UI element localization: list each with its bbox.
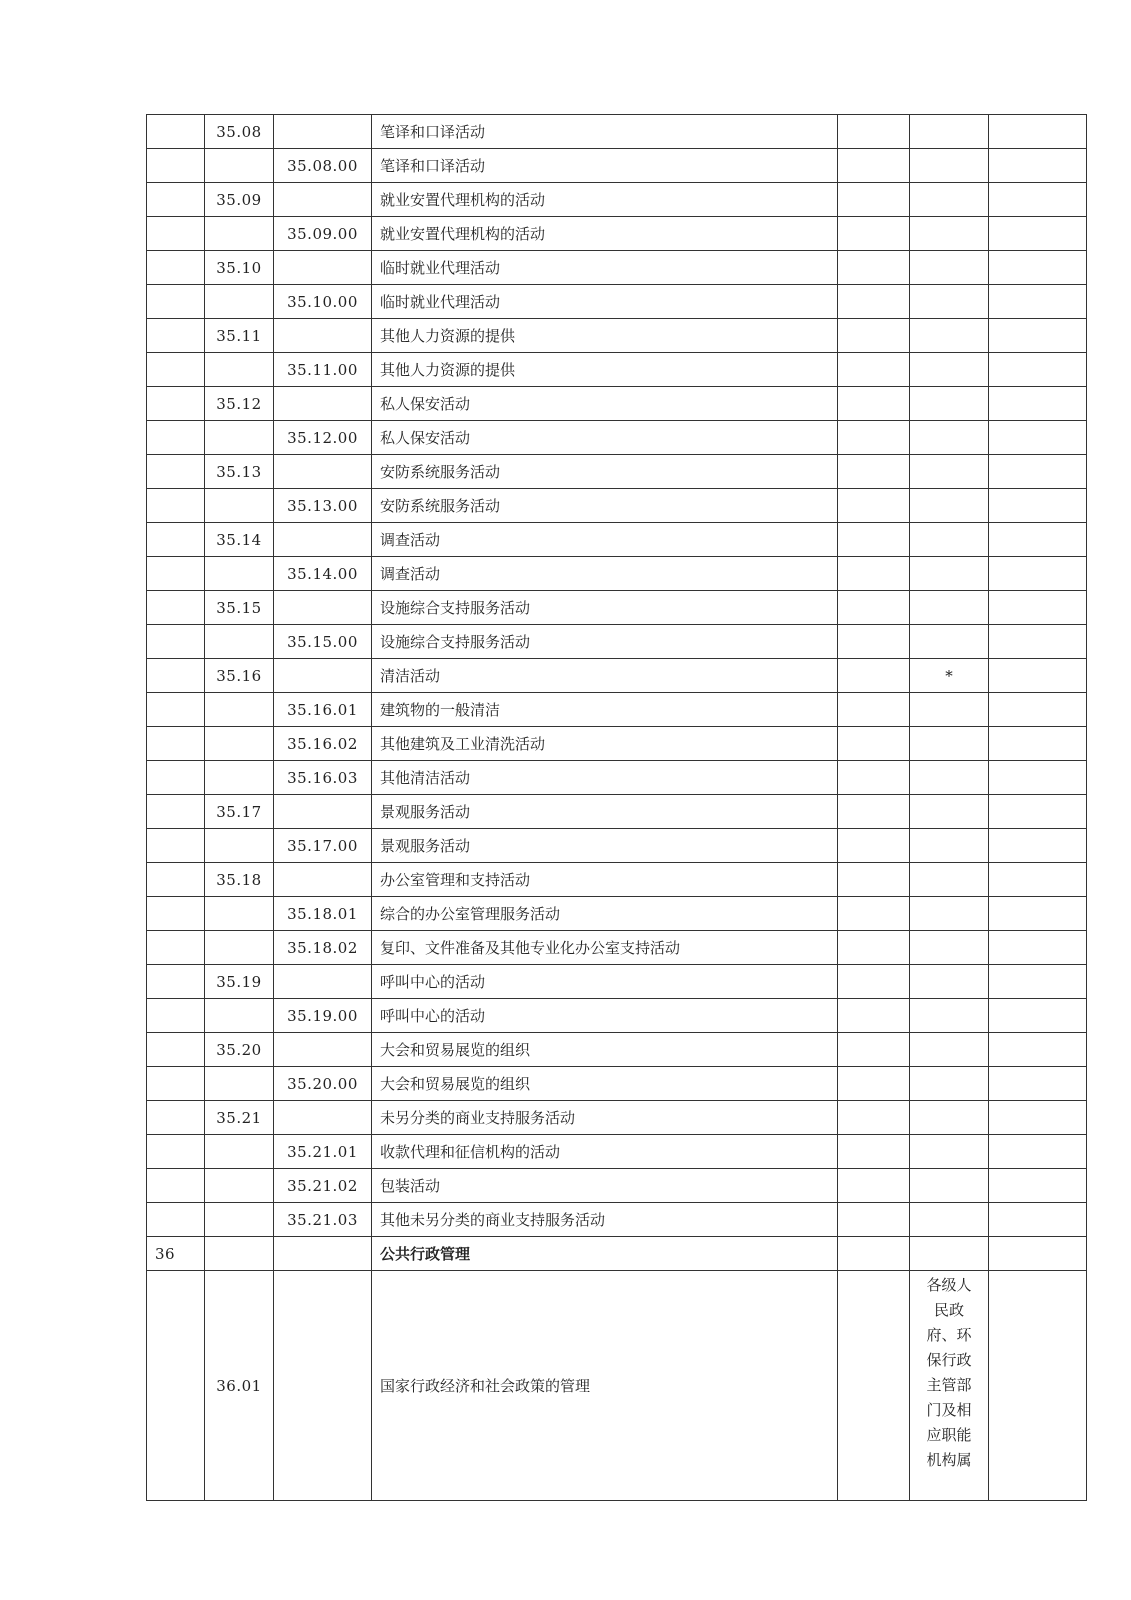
- group-code-cell: [205, 1135, 274, 1169]
- remarks-cell: [989, 387, 1087, 421]
- division-code-cell: [147, 591, 205, 625]
- blank-cell: [838, 523, 910, 557]
- class-code-cell: [274, 1033, 372, 1067]
- group-code-cell: [205, 421, 274, 455]
- authority-cell: [910, 1237, 989, 1271]
- division-code-cell: [147, 795, 205, 829]
- division-code-cell: [147, 1169, 205, 1203]
- class-code-cell: 35.16.01: [274, 693, 372, 727]
- table-row: [147, 897, 1087, 931]
- table-row: [147, 1101, 1087, 1135]
- group-code-cell: [205, 829, 274, 863]
- class-code-cell: 35.08.00: [274, 149, 372, 183]
- blank-cell: [838, 1237, 910, 1271]
- group-code-cell: 35.14: [205, 523, 274, 557]
- activity-name-cell: 未另分类的商业支持服务活动: [372, 1101, 838, 1135]
- division-code-cell: [147, 149, 205, 183]
- remarks-cell: [989, 1101, 1087, 1135]
- blank-cell: [838, 489, 910, 523]
- authority-cell: [910, 353, 989, 387]
- blank-cell: [838, 319, 910, 353]
- activity-name-cell: 安防系统服务活动: [372, 455, 838, 489]
- group-code-cell: [205, 1067, 274, 1101]
- division-code-cell: [147, 1067, 205, 1101]
- class-code-cell: [274, 965, 372, 999]
- remarks-cell: [989, 489, 1087, 523]
- group-code-cell: 35.09: [205, 183, 274, 217]
- activity-name-cell: 其他人力资源的提供: [372, 319, 838, 353]
- group-code-cell: [205, 897, 274, 931]
- blank-cell: [838, 1101, 910, 1135]
- class-code-cell: 35.18.02: [274, 931, 372, 965]
- table-row: [147, 1271, 1087, 1501]
- remarks-cell: [989, 421, 1087, 455]
- table-row: [147, 523, 1087, 557]
- class-code-cell: [274, 455, 372, 489]
- activity-name-cell: 安防系统服务活动: [372, 489, 838, 523]
- authority-cell: [910, 1169, 989, 1203]
- authority-cell: [910, 285, 989, 319]
- division-code-cell: [147, 761, 205, 795]
- authority-cell: 各级人民政府、环保行政主管部门及相应职能机构属: [910, 1271, 989, 1501]
- division-code-cell: [147, 285, 205, 319]
- blank-cell: [838, 863, 910, 897]
- table-row: [147, 387, 1087, 421]
- table-row: [147, 625, 1087, 659]
- class-code-cell: 35.15.00: [274, 625, 372, 659]
- table-row: [147, 183, 1087, 217]
- group-code-cell: 35.13: [205, 455, 274, 489]
- blank-cell: [838, 285, 910, 319]
- activity-name-cell: 设施综合支持服务活动: [372, 625, 838, 659]
- division-code-cell: [147, 931, 205, 965]
- table-row: [147, 1169, 1087, 1203]
- authority-cell: [910, 1033, 989, 1067]
- table-row: [147, 863, 1087, 897]
- class-code-cell: 35.17.00: [274, 829, 372, 863]
- table-row: [147, 931, 1087, 965]
- division-code-cell: [147, 455, 205, 489]
- blank-cell: [838, 387, 910, 421]
- class-code-cell: [274, 1271, 372, 1501]
- authority-cell: [910, 1203, 989, 1237]
- blank-cell: [838, 795, 910, 829]
- division-code-cell: [147, 999, 205, 1033]
- table-row: [147, 251, 1087, 285]
- class-code-cell: 35.20.00: [274, 1067, 372, 1101]
- table-row: [147, 1237, 1087, 1271]
- class-code-cell: [274, 115, 372, 149]
- remarks-cell: [989, 1271, 1087, 1501]
- blank-cell: [838, 1033, 910, 1067]
- group-code-cell: [205, 693, 274, 727]
- group-code-cell: [205, 1169, 274, 1203]
- activity-name-cell: 景观服务活动: [372, 829, 838, 863]
- class-code-cell: [274, 591, 372, 625]
- remarks-cell: [989, 319, 1087, 353]
- class-code-cell: [274, 319, 372, 353]
- division-code-cell: [147, 863, 205, 897]
- group-code-cell: [205, 149, 274, 183]
- table-row: [147, 319, 1087, 353]
- division-code-cell: [147, 693, 205, 727]
- blank-cell: [838, 1169, 910, 1203]
- class-code-cell: [274, 863, 372, 897]
- remarks-cell: [989, 693, 1087, 727]
- division-code-cell: [147, 727, 205, 761]
- class-code-cell: [274, 183, 372, 217]
- division-code-cell: [147, 1271, 205, 1501]
- group-code-cell: [205, 285, 274, 319]
- activity-name-cell: 大会和贸易展览的组织: [372, 1067, 838, 1101]
- class-code-cell: 35.12.00: [274, 421, 372, 455]
- group-code-cell: [205, 1237, 274, 1271]
- authority-cell: [910, 727, 989, 761]
- blank-cell: [838, 149, 910, 183]
- class-code-cell: 35.11.00: [274, 353, 372, 387]
- division-code-cell: [147, 829, 205, 863]
- division-code-cell: [147, 897, 205, 931]
- activity-name-cell: 公共行政管理: [372, 1237, 838, 1271]
- table-row: [147, 999, 1087, 1033]
- remarks-cell: [989, 251, 1087, 285]
- table-row: [147, 455, 1087, 489]
- authority-cell: [910, 319, 989, 353]
- remarks-cell: [989, 115, 1087, 149]
- group-code-cell: 36.01: [205, 1271, 274, 1501]
- authority-cell: [910, 523, 989, 557]
- group-code-cell: [205, 353, 274, 387]
- blank-cell: [838, 455, 910, 489]
- blank-cell: [838, 931, 910, 965]
- activity-name-cell: 私人保安活动: [372, 387, 838, 421]
- authority-cell: *: [910, 659, 989, 693]
- remarks-cell: [989, 931, 1087, 965]
- blank-cell: [838, 1067, 910, 1101]
- remarks-cell: [989, 183, 1087, 217]
- group-code-cell: 35.16: [205, 659, 274, 693]
- class-code-cell: 35.16.03: [274, 761, 372, 795]
- table-row: [147, 659, 1087, 693]
- class-code-cell: 35.21.02: [274, 1169, 372, 1203]
- remarks-cell: [989, 1033, 1087, 1067]
- remarks-cell: [989, 1237, 1087, 1271]
- classification-table: [146, 114, 1087, 1501]
- remarks-cell: [989, 625, 1087, 659]
- activity-name-cell: 大会和贸易展览的组织: [372, 1033, 838, 1067]
- group-code-cell: [205, 999, 274, 1033]
- group-code-cell: 35.15: [205, 591, 274, 625]
- remarks-cell: [989, 455, 1087, 489]
- class-code-cell: 35.21.03: [274, 1203, 372, 1237]
- class-code-cell: 35.18.01: [274, 897, 372, 931]
- activity-name-cell: 呼叫中心的活动: [372, 999, 838, 1033]
- blank-cell: [838, 421, 910, 455]
- division-code-cell: [147, 1135, 205, 1169]
- division-code-cell: [147, 353, 205, 387]
- authority-cell: [910, 591, 989, 625]
- blank-cell: [838, 727, 910, 761]
- table-row: [147, 115, 1087, 149]
- remarks-cell: [989, 217, 1087, 251]
- class-code-cell: [274, 1237, 372, 1271]
- remarks-cell: [989, 727, 1087, 761]
- activity-name-cell: 呼叫中心的活动: [372, 965, 838, 999]
- group-code-cell: 35.21: [205, 1101, 274, 1135]
- class-code-cell: [274, 387, 372, 421]
- group-code-cell: [205, 727, 274, 761]
- remarks-cell: [989, 1067, 1087, 1101]
- authority-cell: [910, 557, 989, 591]
- group-code-cell: 35.12: [205, 387, 274, 421]
- blank-cell: [838, 659, 910, 693]
- authority-cell: [910, 795, 989, 829]
- activity-name-cell: 收款代理和征信机构的活动: [372, 1135, 838, 1169]
- table-row: [147, 217, 1087, 251]
- table-row: [147, 761, 1087, 795]
- remarks-cell: [989, 761, 1087, 795]
- activity-name-cell: 复印、文件准备及其他专业化办公室支持活动: [372, 931, 838, 965]
- group-code-cell: [205, 1203, 274, 1237]
- activity-name-cell: 就业安置代理机构的活动: [372, 183, 838, 217]
- class-code-cell: 35.13.00: [274, 489, 372, 523]
- blank-cell: [838, 625, 910, 659]
- authority-cell: [910, 1135, 989, 1169]
- blank-cell: [838, 897, 910, 931]
- remarks-cell: [989, 285, 1087, 319]
- activity-name-cell: 就业安置代理机构的活动: [372, 217, 838, 251]
- authority-cell: [910, 761, 989, 795]
- table-row: [147, 591, 1087, 625]
- remarks-cell: [989, 829, 1087, 863]
- table-row: [147, 149, 1087, 183]
- division-code-cell: [147, 183, 205, 217]
- class-code-cell: 35.09.00: [274, 217, 372, 251]
- remarks-cell: [989, 1203, 1087, 1237]
- authority-cell: [910, 455, 989, 489]
- authority-cell: [910, 829, 989, 863]
- table-row: [147, 557, 1087, 591]
- group-code-cell: [205, 489, 274, 523]
- authority-cell: [910, 489, 989, 523]
- blank-cell: [838, 829, 910, 863]
- activity-name-cell: 笔译和口译活动: [372, 115, 838, 149]
- activity-name-cell: 设施综合支持服务活动: [372, 591, 838, 625]
- activity-name-cell: 综合的办公室管理服务活动: [372, 897, 838, 931]
- table-row: [147, 1033, 1087, 1067]
- group-code-cell: 35.19: [205, 965, 274, 999]
- table-row: [147, 285, 1087, 319]
- division-code-cell: [147, 319, 205, 353]
- authority-cell: [910, 693, 989, 727]
- table-row: [147, 421, 1087, 455]
- remarks-cell: [989, 795, 1087, 829]
- activity-name-cell: 私人保安活动: [372, 421, 838, 455]
- class-code-cell: [274, 795, 372, 829]
- remarks-cell: [989, 999, 1087, 1033]
- group-code-cell: [205, 931, 274, 965]
- blank-cell: [838, 693, 910, 727]
- table-row: [147, 1067, 1087, 1101]
- class-code-cell: 35.10.00: [274, 285, 372, 319]
- group-code-cell: [205, 557, 274, 591]
- class-code-cell: 35.14.00: [274, 557, 372, 591]
- division-code-cell: [147, 965, 205, 999]
- blank-cell: [838, 1203, 910, 1237]
- class-code-cell: [274, 1101, 372, 1135]
- group-code-cell: [205, 217, 274, 251]
- table-row: [147, 489, 1087, 523]
- activity-name-cell: 其他建筑及工业清洗活动: [372, 727, 838, 761]
- authority-cell: [910, 217, 989, 251]
- class-code-cell: 35.21.01: [274, 1135, 372, 1169]
- activity-name-cell: 景观服务活动: [372, 795, 838, 829]
- class-code-cell: [274, 659, 372, 693]
- activity-name-cell: 清洁活动: [372, 659, 838, 693]
- blank-cell: [838, 557, 910, 591]
- blank-cell: [838, 965, 910, 999]
- authority-cell: [910, 251, 989, 285]
- blank-cell: [838, 1135, 910, 1169]
- remarks-cell: [989, 897, 1087, 931]
- activity-name-cell: 调查活动: [372, 557, 838, 591]
- division-code-cell: [147, 557, 205, 591]
- remarks-cell: [989, 659, 1087, 693]
- group-code-cell: 35.10: [205, 251, 274, 285]
- activity-name-cell: 建筑物的一般清洁: [372, 693, 838, 727]
- division-code-cell: [147, 251, 205, 285]
- division-code-cell: [147, 489, 205, 523]
- blank-cell: [838, 761, 910, 795]
- group-code-cell: 35.17: [205, 795, 274, 829]
- table-row: [147, 1135, 1087, 1169]
- remarks-cell: [989, 1169, 1087, 1203]
- blank-cell: [838, 591, 910, 625]
- blank-cell: [838, 183, 910, 217]
- activity-name-cell: 其他人力资源的提供: [372, 353, 838, 387]
- group-code-cell: 35.18: [205, 863, 274, 897]
- authority-cell: [910, 421, 989, 455]
- authority-cell: [910, 183, 989, 217]
- blank-cell: [838, 251, 910, 285]
- division-code-cell: [147, 625, 205, 659]
- activity-name-cell: 临时就业代理活动: [372, 285, 838, 319]
- class-code-cell: [274, 523, 372, 557]
- activity-name-cell: 其他未另分类的商业支持服务活动: [372, 1203, 838, 1237]
- authority-cell: [910, 863, 989, 897]
- group-code-cell: 35.08: [205, 115, 274, 149]
- table-row: [147, 693, 1087, 727]
- division-code-cell: [147, 1033, 205, 1067]
- division-code-cell: [147, 421, 205, 455]
- division-code-cell: [147, 387, 205, 421]
- authority-cell: [910, 625, 989, 659]
- blank-cell: [838, 217, 910, 251]
- remarks-cell: [989, 523, 1087, 557]
- blank-cell: [838, 1271, 910, 1501]
- authority-cell: [910, 1101, 989, 1135]
- table-row: [147, 829, 1087, 863]
- group-code-cell: 35.11: [205, 319, 274, 353]
- remarks-cell: [989, 149, 1087, 183]
- activity-name-cell: 国家行政经济和社会政策的管理: [372, 1271, 838, 1501]
- activity-name-cell: 包装活动: [372, 1169, 838, 1203]
- remarks-cell: [989, 863, 1087, 897]
- blank-cell: [838, 999, 910, 1033]
- activity-name-cell: 笔译和口译活动: [372, 149, 838, 183]
- table-row: [147, 727, 1087, 761]
- remarks-cell: [989, 965, 1087, 999]
- class-code-cell: 35.16.02: [274, 727, 372, 761]
- remarks-cell: [989, 591, 1087, 625]
- division-code-cell: [147, 1203, 205, 1237]
- authority-cell: [910, 1067, 989, 1101]
- remarks-cell: [989, 1135, 1087, 1169]
- table-body: [147, 115, 1087, 1501]
- remarks-cell: [989, 353, 1087, 387]
- blank-cell: [838, 115, 910, 149]
- activity-name-cell: 调查活动: [372, 523, 838, 557]
- group-code-cell: [205, 761, 274, 795]
- group-code-cell: 35.20: [205, 1033, 274, 1067]
- division-code-cell: [147, 659, 205, 693]
- table-row: [147, 353, 1087, 387]
- table-row: [147, 795, 1087, 829]
- authority-cell: [910, 115, 989, 149]
- table-row: [147, 1203, 1087, 1237]
- division-code-cell: [147, 115, 205, 149]
- class-code-cell: 35.19.00: [274, 999, 372, 1033]
- blank-cell: [838, 353, 910, 387]
- remarks-cell: [989, 557, 1087, 591]
- authority-cell: [910, 387, 989, 421]
- authority-cell: [910, 931, 989, 965]
- table-row: [147, 965, 1087, 999]
- authority-cell: [910, 149, 989, 183]
- class-code-cell: [274, 251, 372, 285]
- authority-cell: [910, 897, 989, 931]
- division-code-cell: [147, 1101, 205, 1135]
- division-code-cell: [147, 217, 205, 251]
- authority-cell: [910, 965, 989, 999]
- activity-name-cell: 临时就业代理活动: [372, 251, 838, 285]
- division-code-cell: [147, 523, 205, 557]
- group-code-cell: [205, 625, 274, 659]
- activity-name-cell: 办公室管理和支持活动: [372, 863, 838, 897]
- authority-cell: [910, 999, 989, 1033]
- division-code-cell: 36: [147, 1237, 205, 1271]
- activity-name-cell: 其他清洁活动: [372, 761, 838, 795]
